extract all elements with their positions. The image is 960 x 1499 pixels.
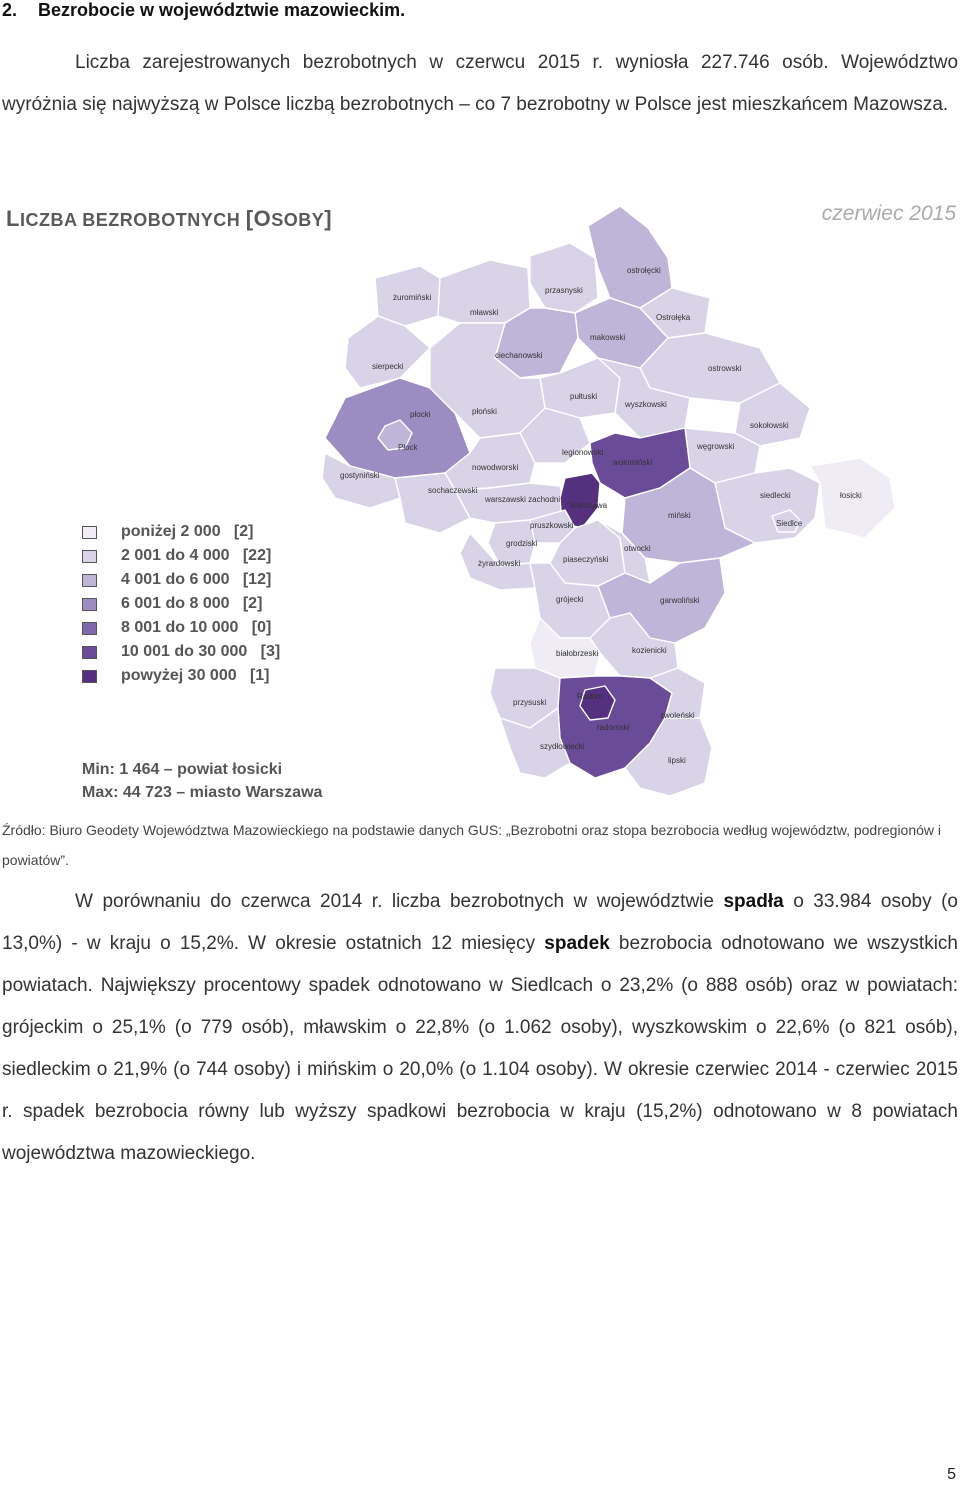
label-ostrowski: ostrowski [708,364,742,373]
intro-rest: Województwo wyróżnia się najwyższą w Polsce liczbą bezrobotnych – co 7 bezrobotny w Polsce jest mieszkańcem Mazowsza. [2,52,959,115]
label-minski: miński [668,511,691,520]
comparison-paragraph: W porównaniu do czerwca 2014 r. liczba bezrobotnych w województwie spadła o 33.984 osoby (o 13,0%) - w kraju o 15,2%. W okresie ostatnich 12 miesięcy spadek bezrobocia odnotowano we wszystkich powiatach. Największy procentowy spadek odnotowano w Siedlcach o 23,2% (o 888 osób) oraz w powiatach: grójeckim o 25,1% (o 779 osób), mławskim o 22,8% (o 1.062 osoby), wyszkowskim o 22,6% (o 821 osób), siedleckim o 21,9% (o 744 osoby) i mińskim o 20,0% (o 1.104 osoby). W okresie czerwiec 2014 - czerwiec 2015 r. spadek bezrobocia równy lub wyższy spadkowi bezrobocia w kraju (15,2%) odnotowano w 8 powiatach województwa mazowieckiego. [2,891,959,1164]
label-ostroleka: Ostrołęka [656,313,691,322]
label-plocki: płocki [410,410,431,419]
legend-swatch [82,646,97,659]
label-grodziski: grodziski [506,539,538,548]
label-zurominski: żuromiński [393,293,432,302]
label-warszawa: Warszawa [570,501,608,510]
label-piaseczynski: piaseczyński [563,555,609,564]
label-sochaczewski: sochaczewski [428,486,478,495]
section-heading [2,0,405,21]
map-min: Min: 1 464 – powiat łosicki [82,761,283,778]
map-legend [82,520,280,688]
section-number: 2. [2,0,18,20]
label-siedlecki: siedlecki [760,491,791,500]
map-figure [0,198,960,802]
label-nowodworski: nowodworski [472,463,519,472]
region-ostrolecki [588,206,672,308]
legend-label: 8 001 do 10 000 [0] [121,619,272,636]
legend-item [82,616,280,640]
label-legionowski: legionowski [562,448,604,457]
map-title: LICZBA BEZROBOTNYCH [OSOBY] [6,206,333,231]
legend-label: powyżej 30 000 [1] [121,667,270,684]
label-otwocki: otwocki [624,544,651,553]
label-pultuski: pułtuski [570,392,598,401]
label-garwolinski: garwoliński [660,596,700,605]
label-bialobrzeski: białobrzeski [556,649,599,658]
label-ciechanowski: ciechanowski [495,351,543,360]
map-date: czerwiec 2015 [821,202,956,225]
region-przasnyski [530,243,598,313]
label-przasnyski: przasnyski [545,286,583,295]
label-grojecki: grójecki [556,595,584,604]
label-warszawski-zachodni: warszawski zachodni [485,495,561,504]
legend-item [82,592,280,616]
label-siedlce-city: Siedlce [776,519,803,528]
emph-spadla: spadła [723,891,784,912]
label-gostyninski: gostyniński [340,471,380,480]
legend-label: 4 001 do 6 000 [12] [121,571,272,588]
label-plock-city: Płock [398,443,418,452]
label-pruszkowski: pruszkowski [530,521,574,530]
map-max: Max: 44 723 – miasto Warszawa [82,784,323,801]
legend-swatch [82,550,97,563]
label-szydlowiecki: szydłowiecki [540,742,585,751]
label-plonski: płoński [472,407,497,416]
page-number: 5 [947,1466,956,1483]
label-sierpecki: sierpecki [372,362,404,371]
label-zyrardowski: żyrardowski [478,559,521,568]
legend-swatch [82,574,97,587]
legend-label: poniżej 2 000 [2] [121,523,254,540]
intro-paragraph [2,42,958,126]
map-minmax [82,758,322,804]
label-wyszkowski: wyszkowski [625,400,667,409]
emph-spadek: spadek [544,933,610,954]
label-wolominski: wołomiński [613,458,653,467]
label-sokolowski: sokołowski [750,421,789,430]
legend-swatch [82,598,97,611]
legend-swatch [82,670,97,683]
legend-swatch [82,526,97,539]
label-losicki: łosicki [840,491,862,500]
legend-item [82,640,280,664]
label-mlawski: mławski [470,308,499,317]
legend-label: 10 001 do 30 000 [3] [121,643,281,660]
label-wegrowski: węgrowski [697,442,735,451]
label-przysuski: przysuski [513,698,547,707]
intro-line1: Liczba zarejestrowanych bezrobotnych w czerwcu 2015 r. wyniosła 227.746 osób. [75,52,829,73]
map-svg [0,198,960,802]
legend-label: 6 001 do 8 000 [2] [121,595,263,612]
label-radom-city: Radom [577,692,603,701]
section-title: Bezrobocie w województwie mazowieckim. [38,0,406,20]
label-ostrolecki: ostrołęcki [627,266,661,275]
legend-item [82,664,280,688]
legend-item [82,544,280,568]
label-radomski: radomski [597,723,630,732]
legend-item [82,520,280,544]
legend-swatch [82,622,97,635]
label-kozienicki: kozienicki [632,646,667,655]
legend-label: 2 001 do 4 000 [22] [121,547,272,564]
region-sierpecki [345,316,430,388]
label-makowski: makowski [590,333,626,342]
legend-item [82,568,280,592]
label-lipski: lipski [668,756,686,765]
map-source: Źródło: Biuro Geodety Województwa Mazowieckiego na podstawie danych GUS: „Bezrobotni oraz stopa bezrobocia według województw, podregionów i powiatów”. [2,822,942,868]
label-zwolenski: zwoleński [660,711,695,720]
